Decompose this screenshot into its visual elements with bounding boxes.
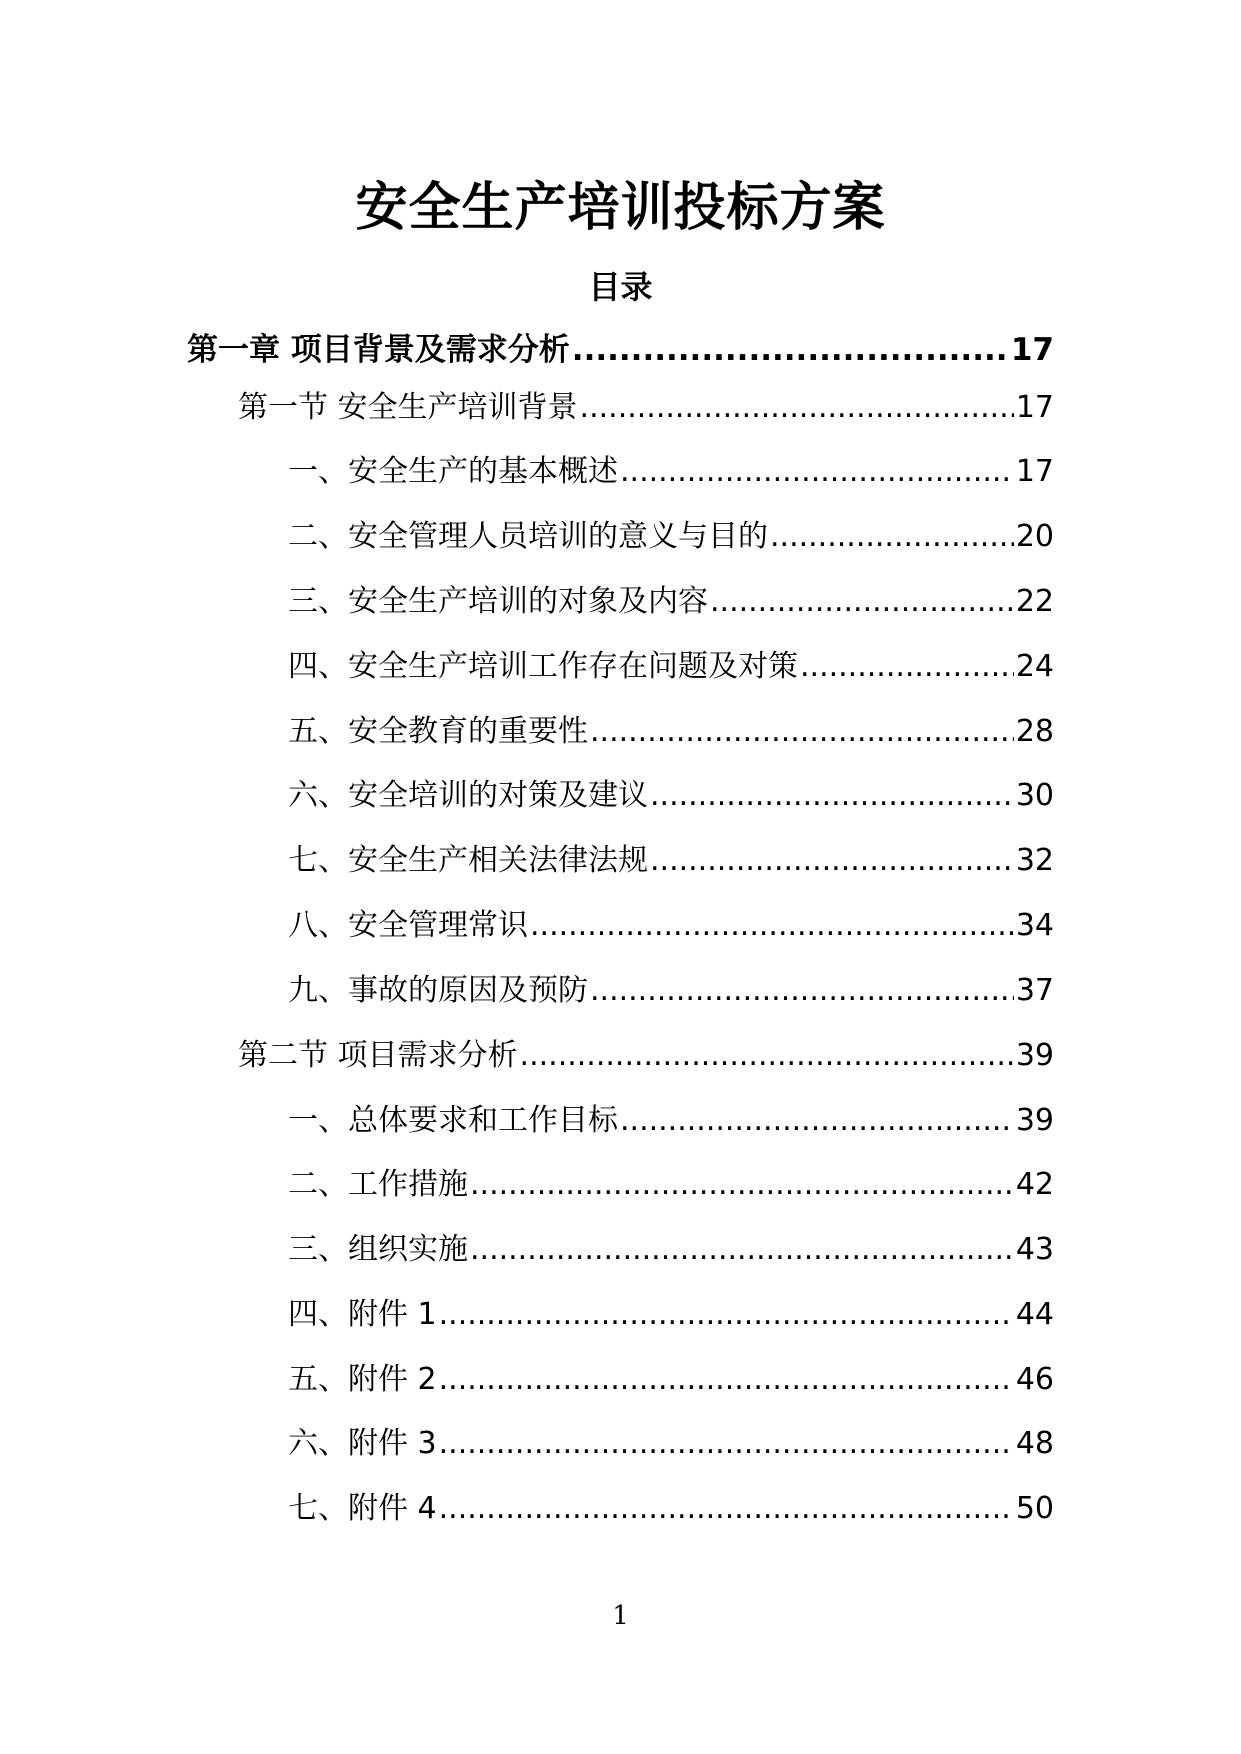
- toc-entry-page: 17: [1015, 454, 1054, 489]
- toc-dot-leader: [590, 969, 1014, 1013]
- toc-entry-subsection[interactable]: [288, 839, 1054, 883]
- toc-entry-page: 42: [1015, 1167, 1054, 1202]
- toc-entry-subsection[interactable]: [288, 1487, 1054, 1531]
- toc-entry-text: 七、附件 4: [288, 1491, 437, 1526]
- toc-dot-leader: [439, 1422, 1014, 1466]
- toc-entry-page: 17: [1015, 390, 1054, 425]
- toc-entry-subsection[interactable]: [288, 774, 1054, 818]
- toc-dot-leader: [470, 1228, 1014, 1272]
- page-number: 1: [612, 1601, 629, 1631]
- toc-entry-page: 17: [1010, 332, 1054, 368]
- toc-entry-subsection[interactable]: [288, 1293, 1054, 1337]
- toc-dot-leader: [439, 1358, 1014, 1402]
- toc-entry-page: 34: [1015, 908, 1054, 943]
- toc-entry-subsection[interactable]: [288, 580, 1054, 624]
- toc-entry-page: 44: [1015, 1297, 1054, 1332]
- toc-dot-leader: [710, 580, 1014, 624]
- toc-entry-text: 五、安全教育的重要性: [288, 714, 588, 749]
- toc-entry-subsection[interactable]: [288, 904, 1054, 948]
- toc-dot-leader: [470, 1163, 1014, 1207]
- toc-entry-page: 28: [1015, 714, 1054, 749]
- toc-entry-subsection[interactable]: [288, 515, 1054, 559]
- toc-dot-leader: [650, 774, 1014, 818]
- toc-entry-chapter[interactable]: [187, 328, 1054, 372]
- toc-entry-text: 第一节 安全生产培训背景: [238, 390, 578, 425]
- toc-entry-text: 八、安全管理常识: [288, 908, 528, 943]
- toc-entry-text: 九、事故的原因及预防: [288, 973, 588, 1008]
- toc-entry-subsection[interactable]: [288, 645, 1054, 689]
- toc-dot-leader: [590, 710, 1014, 754]
- document-title: 安全生产培训投标方案: [355, 178, 886, 238]
- toc-entry-text: 五、附件 2: [288, 1362, 437, 1397]
- toc-entry-page: 46: [1015, 1362, 1054, 1397]
- toc-entry-text: 七、安全生产相关法律法规: [288, 843, 648, 878]
- toc-entry-text: 二、工作措施: [288, 1167, 468, 1202]
- toc-entry-page: 43: [1015, 1232, 1054, 1267]
- toc-entry-page: 39: [1015, 1038, 1054, 1073]
- toc-entry-section[interactable]: [238, 1034, 1054, 1078]
- toc-heading: 目录: [588, 268, 653, 306]
- toc-dot-leader: [650, 839, 1014, 883]
- toc-entry-page: 48: [1015, 1426, 1054, 1461]
- toc-dot-leader: [620, 450, 1014, 494]
- toc-dot-leader: [580, 386, 1014, 430]
- toc-entry-page: 50: [1015, 1491, 1054, 1526]
- toc-entry-text: 一、总体要求和工作目标: [288, 1103, 618, 1138]
- toc-dot-leader: [770, 515, 1014, 559]
- toc-entry-text: 六、安全培训的对策及建议: [288, 778, 648, 813]
- toc-entry-text: 三、组织实施: [288, 1232, 468, 1267]
- toc-entry-page: 24: [1015, 649, 1054, 684]
- toc-entry-page: 32: [1015, 843, 1054, 878]
- toc-entry-text: 二、安全管理人员培训的意义与目的: [288, 519, 768, 554]
- toc-dot-leader: [530, 904, 1014, 948]
- toc-entry-subsection[interactable]: [288, 1099, 1054, 1143]
- toc-entry-text: 第一章 项目背景及需求分析: [187, 332, 570, 368]
- toc-entry-subsection[interactable]: [288, 450, 1054, 494]
- toc-dot-leader: [439, 1293, 1014, 1337]
- toc-entry-text: 六、附件 3: [288, 1426, 437, 1461]
- toc-entry-page: 39: [1015, 1103, 1054, 1138]
- toc-entry-text: 四、附件 1: [288, 1297, 437, 1332]
- toc-dot-leader: [439, 1487, 1014, 1531]
- toc-dot-leader: [572, 328, 1009, 372]
- toc-entry-page: 22: [1015, 584, 1054, 619]
- toc-entry-page: 37: [1015, 973, 1054, 1008]
- toc-entry-page: 30: [1015, 778, 1054, 813]
- toc-entry-subsection[interactable]: [288, 1163, 1054, 1207]
- toc-entry-subsection[interactable]: [288, 969, 1054, 1013]
- toc-entry-text: 一、安全生产的基本概述: [288, 454, 618, 489]
- toc-entry-subsection[interactable]: [288, 1358, 1054, 1402]
- toc-dot-leader: [620, 1099, 1014, 1143]
- toc-dot-leader: [520, 1034, 1014, 1078]
- toc-entry-text: 四、安全生产培训工作存在问题及对策: [288, 649, 798, 684]
- toc-entry-subsection[interactable]: [288, 1228, 1054, 1272]
- toc-entry-page: 20: [1015, 519, 1054, 554]
- toc-entry-section[interactable]: [238, 386, 1054, 430]
- toc-dot-leader: [800, 645, 1014, 689]
- toc-entry-text: 三、安全生产培训的对象及内容: [288, 584, 708, 619]
- toc-entry-subsection[interactable]: [288, 1422, 1054, 1466]
- toc-entry-text: 第二节 项目需求分析: [238, 1038, 518, 1073]
- toc-entry-subsection[interactable]: [288, 710, 1054, 754]
